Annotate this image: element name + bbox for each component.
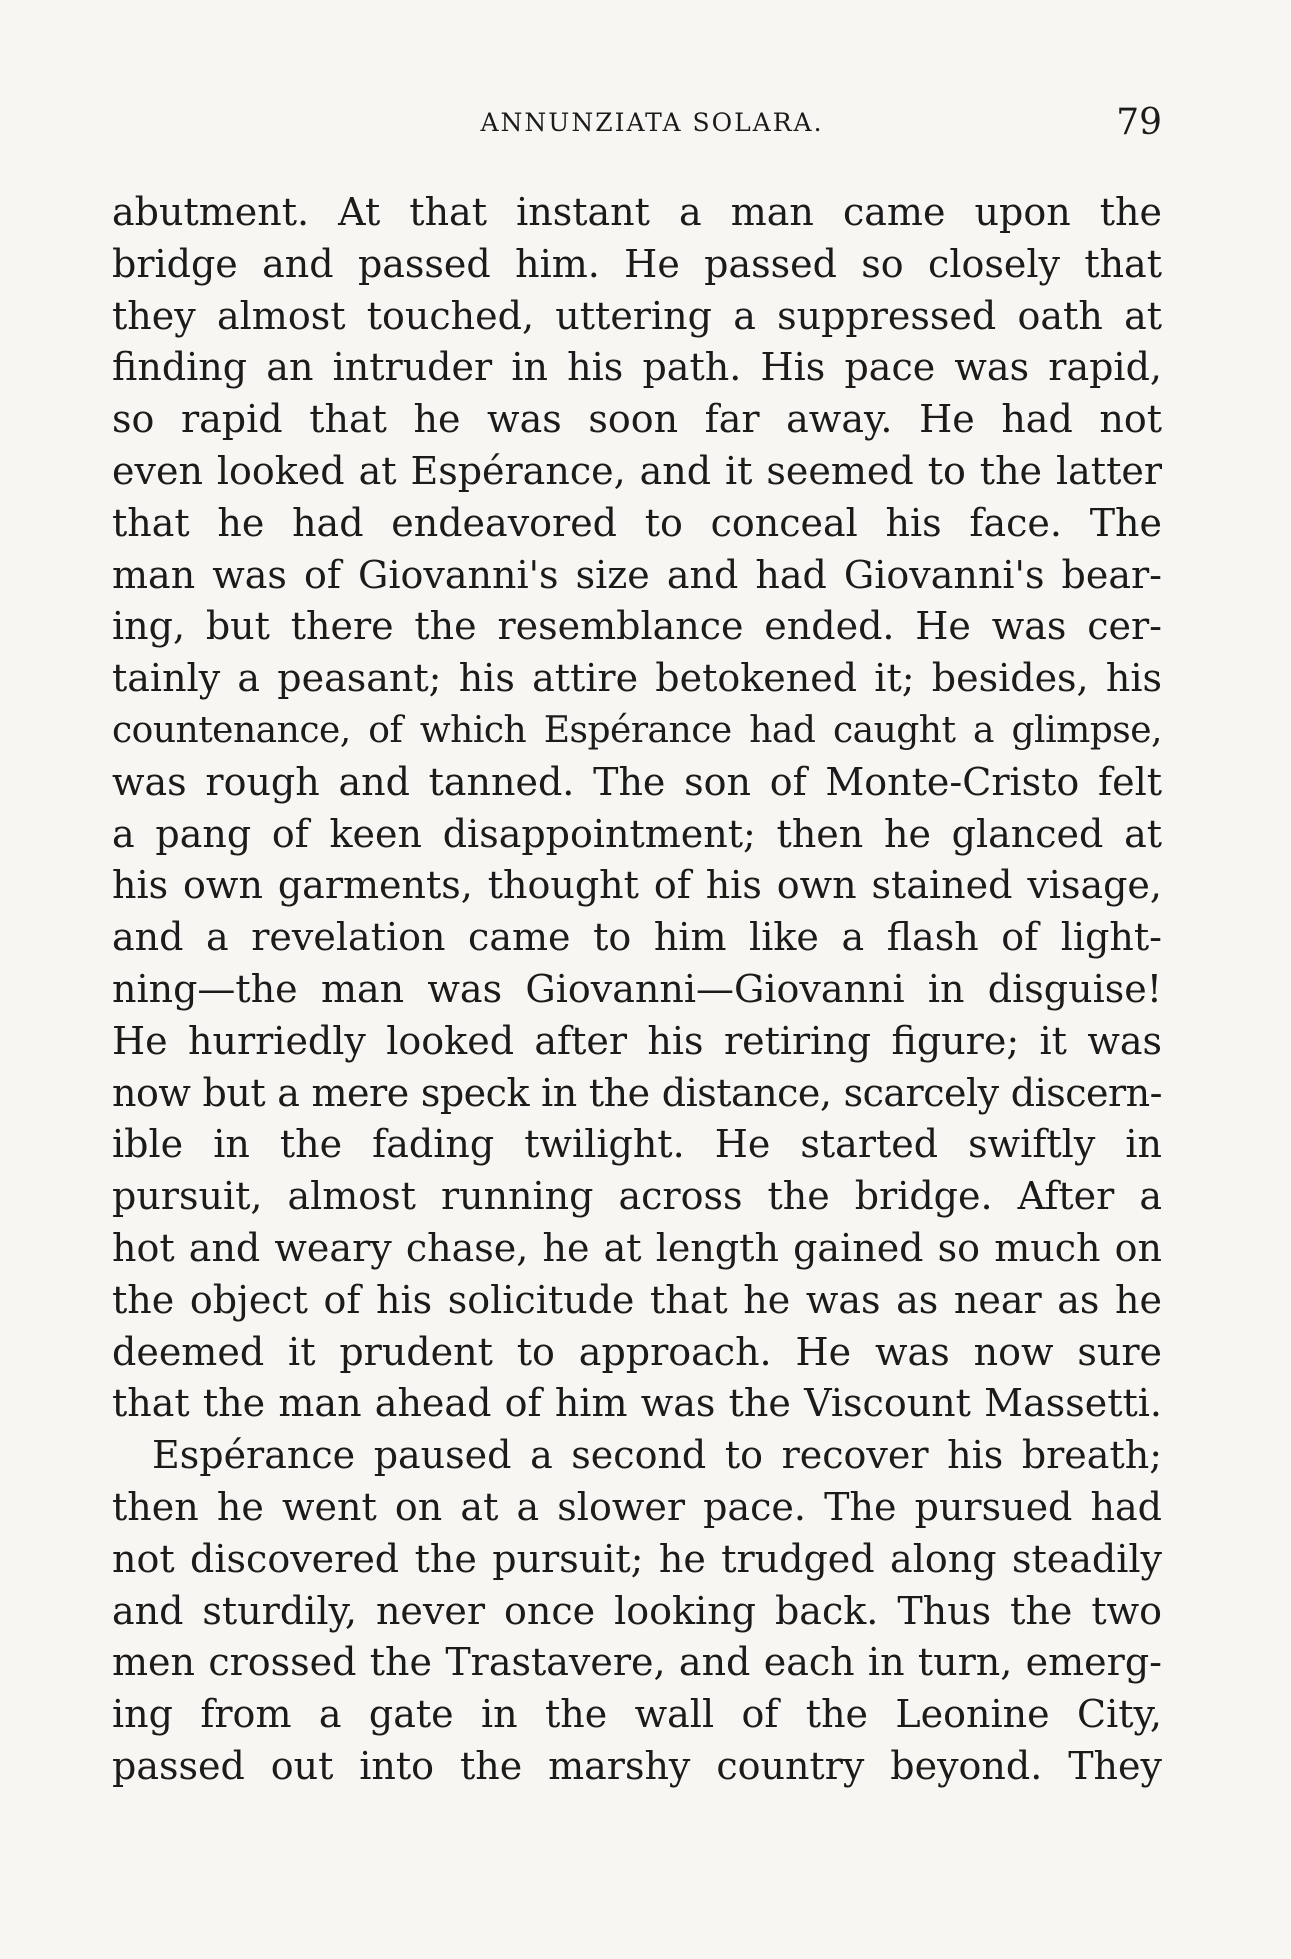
paragraph-2 bbox=[112, 1430, 1162, 1793]
text-line: ing, but there the resemblance ended. He was cer- bbox=[112, 604, 1162, 649]
text-line: man was of Giovanni's size and had Giovanni's bear- bbox=[112, 552, 1162, 597]
text-line: even looked at Espérance, and it seemed to the latter bbox=[112, 448, 1162, 493]
text-line: hot and weary chase, he at length gained so much on bbox=[112, 1225, 1162, 1270]
text-line: a pang of keen disappointment; then he glanced at bbox=[112, 811, 1162, 856]
text-line: Espérance paused a second to recover his breath; bbox=[152, 1433, 1162, 1478]
text-line: that the man ahead of him was the Viscount Massetti. bbox=[112, 1381, 1162, 1426]
text-line: He hurriedly looked after his retiring figure; it was bbox=[112, 1018, 1162, 1063]
text-line: countenance, of which Espérance had caught a glimpse, bbox=[112, 709, 1162, 751]
text-line: his own garments, thought of his own stained visage, bbox=[112, 863, 1162, 908]
text-line: finding an intruder in his path. His pace was rapid, bbox=[112, 345, 1162, 390]
text-line: abutment. At that instant a man came upon the bbox=[112, 190, 1162, 234]
text-line: not discovered the pursuit; he trudged along steadily bbox=[112, 1536, 1162, 1581]
text-line: deemed it prudent to approach. He was now sure bbox=[112, 1329, 1162, 1374]
text-line: ning—the man was Giovanni—Giovanni in disguise! bbox=[112, 966, 1162, 1011]
page-number: 79 bbox=[1116, 102, 1162, 143]
body-text bbox=[112, 187, 1162, 1793]
text-line: they almost touched, uttering a suppressed oath at bbox=[112, 293, 1162, 338]
text-line: now but a mere speck in the distance, scarcely discern- bbox=[112, 1070, 1162, 1115]
text-line: passed out into the marshy country beyond. They bbox=[112, 1743, 1162, 1788]
text-line: was rough and tanned. The son of Monte-Cristo felt bbox=[112, 759, 1162, 804]
text-line: ible in the fading twilight. He started swiftly in bbox=[112, 1122, 1162, 1167]
text-line: bridge and passed him. He passed so closely that bbox=[112, 241, 1162, 286]
text-line: and a revelation came to him like a flash of light- bbox=[112, 915, 1162, 960]
text-line: the object of his solicitude that he was as near as he bbox=[112, 1277, 1162, 1322]
text-line: that he had endeavored to conceal his face. The bbox=[112, 500, 1162, 545]
text-line: so rapid that he was soon far away. He had not bbox=[112, 397, 1162, 442]
text-line: men crossed the Trastavere, and each in turn, emerg- bbox=[112, 1640, 1162, 1685]
paragraph-1 bbox=[112, 187, 1162, 1430]
text-line: and sturdily, never once looking back. Thus the two bbox=[112, 1588, 1162, 1633]
running-head bbox=[112, 104, 1162, 144]
text-line: then he went on at a slower pace. The pursued had bbox=[112, 1484, 1162, 1529]
text-line: pursuit, almost running across the bridge. After a bbox=[112, 1174, 1162, 1219]
text-line: ing from a gate in the wall of the Leonine City, bbox=[112, 1692, 1162, 1737]
text-line: tainly a peasant; his attire betokened it; besides, his bbox=[112, 656, 1162, 701]
running-title: ANNUNZIATA SOLARA. bbox=[480, 108, 824, 137]
